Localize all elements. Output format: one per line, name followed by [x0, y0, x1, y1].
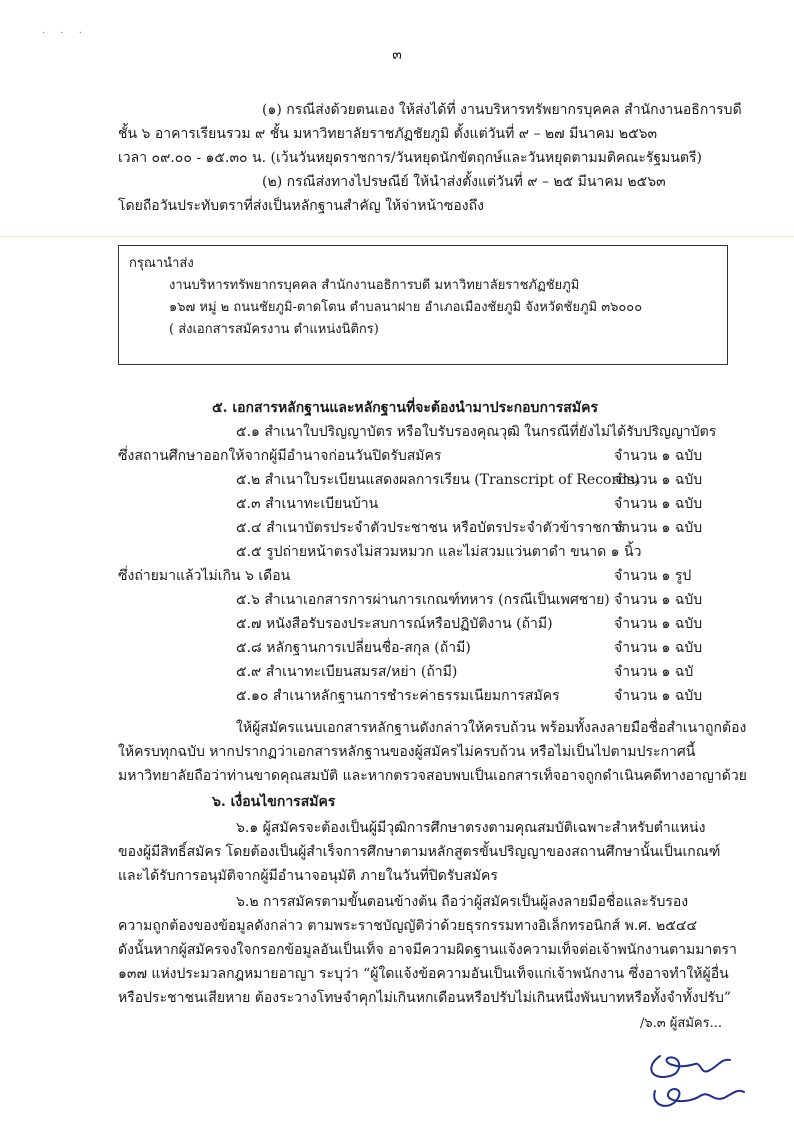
scan-specks: · · · [42, 28, 88, 39]
submission-line-1: (๑) กรณีส่งด้วยตนเอง ให้ส่งได้ที่ งานบริหารทรัพยากรบุคคล สำนักงานอธิการบดี [262, 102, 742, 118]
section-6-2-line-2: ความถูกต้องของข้อมูลดังกล่าว ตามพระราชบัญญัติว่าด้วยธุรกรรมทางอิเล็กทรอนิกส์ พ.ศ. ๒๕๔๔ [118, 918, 698, 934]
page-number: ๓ [392, 47, 402, 63]
section-6-1-line-1: ๖.๑ ผู้สมัครจะต้องเป็นผู้มีวุฒิการศึกษาตรงตามคุณสมบัติเฉพาะสำหรับตำแหน่ง [236, 820, 706, 836]
address-line-3: ( ส่งเอกสารสมัครงาน ตำแหน่งนิติกร) [169, 322, 379, 337]
item-5-5-cont: ซึ่งถ่ายมาแล้วไม่เกิน ๖ เดือน [118, 568, 291, 584]
section-6-heading: ๖. เงื่อนไขการสมัคร [212, 794, 336, 810]
item-5-10-qty: จำนวน ๑ ฉบับ [614, 688, 703, 704]
handwritten-signature [640, 1036, 750, 1116]
section-6-1-line-3: และได้รับการอนุมัติจากผู้มีอำนาจอนุมัติ ภายในวันที่ปิดรับสมัคร [118, 868, 498, 884]
item-5-7-qty: จำนวน ๑ ฉบับ [614, 616, 703, 632]
section-6-2-line-1: ๖.๒ การสมัครตามขั้นตอนข้างต้น ถือว่าผู้สมัครเป็นผู้ลงลายมือชื่อและรับรอง [236, 894, 689, 910]
item-5-5-qty: จำนวน ๑ รูป [614, 568, 692, 584]
scan-fold-line [0, 236, 794, 237]
submission-line-2: ชั้น ๖ อาคารเรียนรวม ๙ ชั้น มหาวิทยาลัยราชภัฏชัยภูมิ ตั้งแต่วันที่ ๙ – ๒๗ มีนาคม ๒๕๖๓ [118, 126, 658, 142]
address-line-2: ๑๖๗ หมู่ ๒ ถนนชัยภูมิ-ตาดโตน ตำบลนาฝาย อำเภอเมืองชัยภูมิ จังหวัดชัยภูมิ ๓๖๐๐๐ [169, 300, 643, 315]
item-5-3: ๕.๓ สำเนาทะเบียนบ้าน [236, 496, 379, 512]
section-5-note-line-2: ให้ครบทุกฉบับ หากปรากฏว่าเอกสารหลักฐานของผู้สมัครไม่ครบถ้วน หรือไม่เป็นไปตามประกาศนี้ [118, 744, 696, 760]
section-5-note-line-3: มหาวิทยาลัยถือว่าท่านขาดคุณสมบัติ และหากตรวจสอบพบเป็นเอกสารเท็จอาจถูกดำเนินคดีทางอาญาด้วย [118, 768, 747, 784]
submission-line-3: เวลา ๐๙.๐๐ - ๑๕.๓๐ น. (เว้นวันหยุดราชการ/วันหยุดนักขัตฤกษ์และวันหยุดตามมติคณะรัฐมนตรี) [118, 150, 702, 166]
item-5-1: ๕.๑ สำเนาใบปริญญาบัตร หรือใบรับรองคุณวุฒิ ในกรณีที่ยังไม่ได้รับปริญญาบัตร [236, 424, 717, 440]
item-5-3-qty: จำนวน ๑ ฉบับ [614, 496, 703, 512]
submission-line-4: (๒) กรณีส่งทางไปรษณีย์ ให้นำส่งตั้งแต่วันที่ ๙ – ๒๕ มีนาคม ๒๕๖๓ [262, 174, 666, 190]
item-5-8: ๕.๘ หลักฐานการเปลี่ยนชื่อ-สกุล (ถ้ามี) [236, 640, 471, 656]
item-5-1-qty: จำนวน ๑ ฉบับ [614, 448, 703, 464]
item-5-4: ๕.๔ สำเนาบัตรประจำตัวประชาชน หรือบัตรประจำตัวข้าราชการ [236, 520, 626, 536]
section-6-2-line-4: ๑๓๗ แห่งประมวลกฎหมายอาญา ระบุว่า “ผู้ใดแจ้งข้อความอันเป็นเท็จแก่เจ้าพนักงาน ซึ่งอาจทำให้ผู้อื่น [118, 966, 729, 982]
address-box-title: กรุณานำส่ง [129, 256, 194, 271]
submission-line-5: โดยถือวันประทับตราที่ส่งเป็นหลักฐานสำคัญ ให้จ่าหน้าซองถึง [118, 198, 484, 214]
item-5-7: ๕.๗ หนังสือรับรองประสบการณ์หรือปฏิบัติงาน (ถ้ามี) [236, 616, 553, 632]
item-5-9-qty: จำนวน ๑ ฉบั [614, 664, 694, 680]
item-5-6-qty: จำนวน ๑ ฉบับ [614, 592, 703, 608]
item-5-6: ๕.๖ สำเนาเอกสารการผ่านการเกณฑ์ทหาร (กรณีเป็นเพศชาย) [236, 592, 610, 608]
item-5-2: ๕.๒ สำเนาใบระเบียนแสดงผลการเรียน (Transcript of Records) [236, 472, 640, 488]
item-5-5: ๕.๕ รูปถ่ายหน้าตรงไม่สวมหมวก และไม่สวมแว่นตาดำ ขนาด ๑ นิ้ว [236, 544, 642, 560]
item-5-2-qty: จำนวน ๑ ฉบับ [614, 472, 703, 488]
item-5-4-qty: จำนวน ๑ ฉบับ [614, 520, 703, 536]
address-line-1: งานบริหารทรัพยากรบุคคล สำนักงานอธิการบดี มหาวิทยาลัยราชภัฏชัยภูมิ [169, 278, 580, 293]
section-5-heading: ๕. เอกสารหลักฐานและหลักฐานที่จะต้องนำมาประกอบการสมัคร [212, 400, 598, 416]
item-5-8-qty: จำนวน ๑ ฉบับ [614, 640, 703, 656]
item-5-9: ๕.๙ สำเนาทะเบียนสมรส/หย่า (ถ้ามี) [236, 664, 458, 680]
section-6-2-line-3: ดังนั้นหากผู้สมัครจงใจกรอกข้อมูลอันเป็นเท็จ อาจมีความผิดฐานแจ้งความเท็จต่อเจ้าพนักงานตามมาตรา [118, 942, 737, 958]
signature-stroke-2 [654, 1089, 744, 1106]
address-box [118, 245, 728, 365]
section-5-note-line-1: ให้ผู้สมัครแนบเอกสารหลักฐานดังกล่าวให้ครบถ้วน พร้อมทั้งลงลายมือชื่อสำเนาถูกต้อง [236, 720, 747, 736]
section-6-2-line-5: หรือประชาชนเสียหาย ต้องระวางโทษจำคุกไม่เกินหกเดือนหรือปรับไม่เกินหนึ่งพันบาทหรือทั้งจำทั้งปรับ” [118, 990, 732, 1006]
signature-stroke-1 [651, 1056, 730, 1077]
continuation-marker: /๖.๓ ผู้สมัคร... [640, 1016, 722, 1031]
item-5-1-cont: ซึ่งสถานศึกษาออกให้จากผู้มีอำนาจก่อนวันปิดรับสมัคร [118, 448, 442, 464]
section-6-1-line-2: ของผู้มีสิทธิ์สมัคร โดยต้องเป็นผู้สำเร็จการศึกษาตามหลักสูตรขั้นปริญญาของสถานศึกษานั้นเป็นเกณฑ์ [118, 844, 721, 860]
item-5-10: ๕.๑๐ สำเนาหลักฐานการชำระค่าธรรมเนียมการสมัคร [236, 688, 560, 704]
